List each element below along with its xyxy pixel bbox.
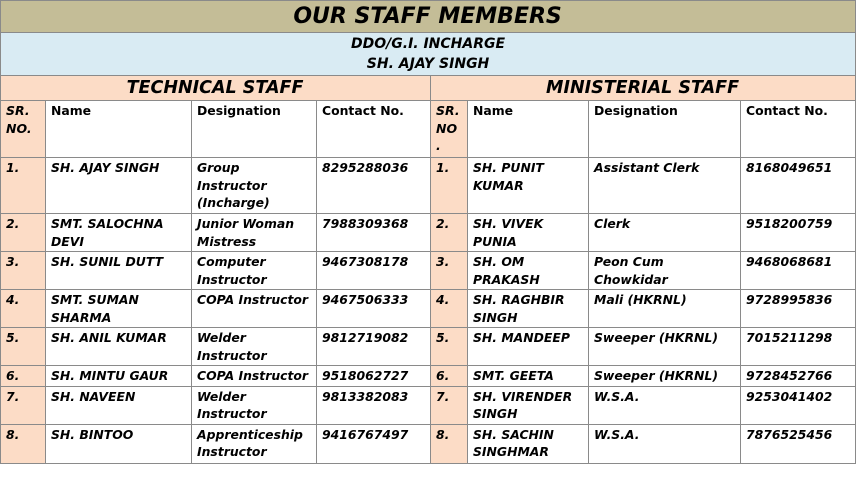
technical-sr-cell: 5. xyxy=(1,328,46,366)
technical-designation-cell: Apprenticeship Instructor xyxy=(192,424,317,463)
technical-designation-cell: Welder Instructor xyxy=(192,386,317,424)
technical-contact-cell: 9518062727 xyxy=(317,366,431,387)
technical-contact-cell: 7988309368 xyxy=(317,214,431,252)
technical-sr-header: SR. NO. xyxy=(1,101,46,158)
ministerial-name-cell: SH. VIRENDER SINGH xyxy=(468,386,589,424)
technical-contact-cell: 9813382083 xyxy=(317,386,431,424)
ministerial-staff-heading: MINISTERIAL STAFF xyxy=(431,76,856,101)
technical-name-cell: SMT. SALOCHNA DEVI xyxy=(46,214,192,252)
ministerial-designation-cell: Assistant Clerk xyxy=(589,158,741,214)
ministerial-name-cell: SH. VIVEK PUNIA xyxy=(468,214,589,252)
ministerial-contact-cell: 7015211298 xyxy=(741,328,856,366)
title-row xyxy=(1,1,856,33)
ministerial-sr-cell: 5. xyxy=(431,328,468,366)
ministerial-name-cell: SH. SACHIN SINGHMAR xyxy=(468,424,589,463)
ministerial-sr-cell: 6. xyxy=(431,366,468,387)
technical-name-cell: SH. NAVEEN xyxy=(46,386,192,424)
ministerial-sr-cell: 2. xyxy=(431,214,468,252)
technical-contact-cell: 9467308178 xyxy=(317,252,431,290)
ministerial-sr-cell: 7. xyxy=(431,386,468,424)
table-row xyxy=(1,252,856,290)
ministerial-contact-cell: 9728995836 xyxy=(741,290,856,328)
table-row xyxy=(1,214,856,252)
technical-sr-cell: 4. xyxy=(1,290,46,328)
technical-contact-cell: 8295288036 xyxy=(317,158,431,214)
technical-sr-cell: 8. xyxy=(1,424,46,463)
technical-sr-cell: 6. xyxy=(1,366,46,387)
technical-name-cell: SH. MINTU GAUR xyxy=(46,366,192,387)
page-title: OUR STAFF MEMBERS xyxy=(1,1,856,33)
ministerial-name-header: Name xyxy=(468,101,589,158)
section-heading-row xyxy=(1,76,856,101)
technical-name-cell: SH. BINTOO xyxy=(46,424,192,463)
ministerial-designation-cell: W.S.A. xyxy=(589,424,741,463)
ddo-banner xyxy=(1,33,856,76)
ministerial-sr-cell: 4. xyxy=(431,290,468,328)
ministerial-contact-cell: 7876525456 xyxy=(741,424,856,463)
ministerial-name-cell: SMT. GEETA xyxy=(468,366,589,387)
ministerial-contact-cell: 9253041402 xyxy=(741,386,856,424)
ministerial-designation-cell: W.S.A. xyxy=(589,386,741,424)
technical-sr-cell: 7. xyxy=(1,386,46,424)
ministerial-contact-header: Contact No. xyxy=(741,101,856,158)
ministerial-contact-cell: 8168049651 xyxy=(741,158,856,214)
ministerial-designation-cell: Clerk xyxy=(589,214,741,252)
ministerial-designation-cell: Sweeper (HKRNL) xyxy=(589,328,741,366)
technical-sr-cell: 3. xyxy=(1,252,46,290)
ddo-row xyxy=(1,33,856,76)
ministerial-name-cell: SH. OM PRAKASH xyxy=(468,252,589,290)
ministerial-contact-cell: 9728452766 xyxy=(741,366,856,387)
table-row xyxy=(1,366,856,387)
ministerial-sr-cell: 3. xyxy=(431,252,468,290)
technical-contact-cell: 9416767497 xyxy=(317,424,431,463)
ministerial-name-cell: SH. PUNIT KUMAR xyxy=(468,158,589,214)
ddo-role: DDO/G.I. INCHARGE xyxy=(351,36,506,52)
ministerial-name-cell: SH. MANDEEP xyxy=(468,328,589,366)
table-row xyxy=(1,290,856,328)
technical-contact-cell: 9812719082 xyxy=(317,328,431,366)
ministerial-sr-cell: 8. xyxy=(431,424,468,463)
ministerial-designation-cell: Sweeper (HKRNL) xyxy=(589,366,741,387)
technical-contact-header: Contact No. xyxy=(317,101,431,158)
technical-designation-cell: Computer Instructor xyxy=(192,252,317,290)
table-row xyxy=(1,158,856,214)
technical-designation-cell: Junior Woman Mistress xyxy=(192,214,317,252)
technical-name-cell: SMT. SUMAN SHARMA xyxy=(46,290,192,328)
ministerial-designation-header: Designation xyxy=(589,101,741,158)
ddo-person: SH. AJAY SINGH xyxy=(366,56,490,72)
technical-sr-cell: 2. xyxy=(1,214,46,252)
technical-designation-cell: Group Instructor (Incharge) xyxy=(192,158,317,214)
ministerial-designation-cell: Peon Cum Chowkidar xyxy=(589,252,741,290)
column-header-row xyxy=(1,101,856,158)
ministerial-name-cell: SH. RAGHBIR SINGH xyxy=(468,290,589,328)
technical-sr-cell: 1. xyxy=(1,158,46,214)
technical-name-cell: SH. ANIL KUMAR xyxy=(46,328,192,366)
technical-name-header: Name xyxy=(46,101,192,158)
ministerial-contact-cell: 9518200759 xyxy=(741,214,856,252)
technical-designation-cell: COPA Instructor xyxy=(192,366,317,387)
table-row xyxy=(1,328,856,366)
table-row xyxy=(1,386,856,424)
technical-designation-header: Designation xyxy=(192,101,317,158)
ministerial-contact-cell: 9468068681 xyxy=(741,252,856,290)
technical-designation-cell: Welder Instructor xyxy=(192,328,317,366)
technical-name-cell: SH. SUNIL DUTT xyxy=(46,252,192,290)
technical-name-cell: SH. AJAY SINGH xyxy=(46,158,192,214)
technical-staff-heading: TECHNICAL STAFF xyxy=(1,76,431,101)
ministerial-designation-cell: Mali (HKRNL) xyxy=(589,290,741,328)
table-row xyxy=(1,424,856,463)
technical-designation-cell: COPA Instructor xyxy=(192,290,317,328)
ministerial-sr-header: SR. NO . xyxy=(431,101,468,158)
ministerial-sr-cell: 1. xyxy=(431,158,468,214)
technical-contact-cell: 9467506333 xyxy=(317,290,431,328)
